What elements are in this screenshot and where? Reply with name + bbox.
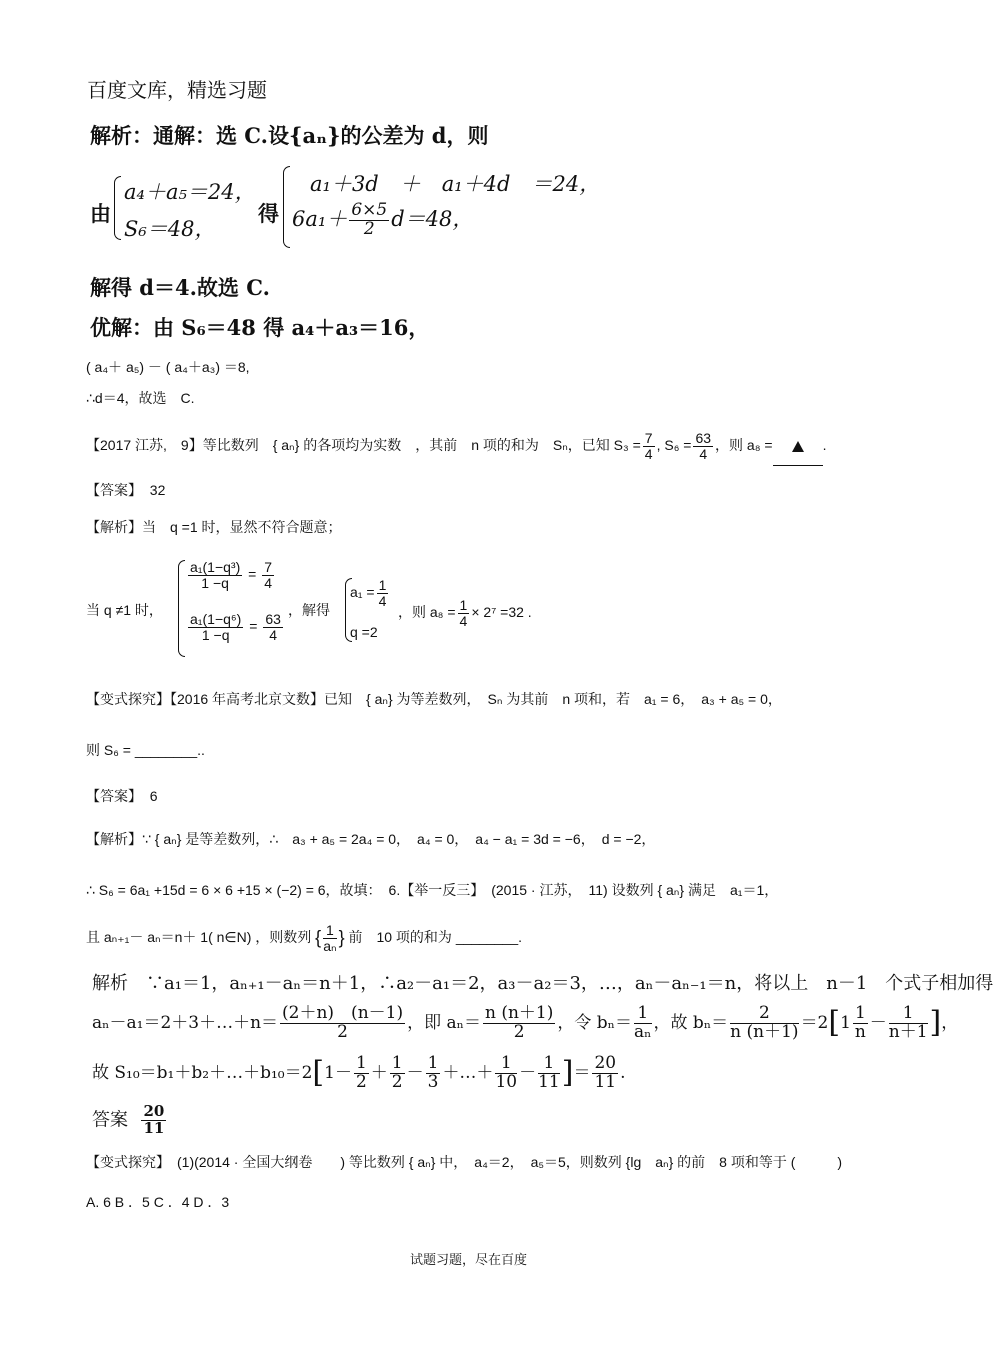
solution-youjie: 优解：由 S₆＝48 得 a₄＋a₃＝16， — [90, 315, 430, 340]
solution2-answer: 答案 $\frac{20}{11}$ — [92, 1102, 165, 1137]
brace-left-1 — [114, 176, 121, 240]
system1-row1: a₄＋a₅＝24， — [124, 180, 256, 204]
system2-row1: a₁＋3d ＋ a₁＋4d ＝24， — [310, 172, 601, 196]
solution-line-1: 解析：通解：选 C.设{aₙ}的公差为 d，则 — [90, 123, 489, 148]
solution2-line1: 解析 ∵a₁＝1，aₙ₊₁－aₙ＝n＋1，∴a₂－a₁＝2，a₃－a₂＝3，…，aₙ－aₙ₋₁＝n，将以上 n－1 个式子相加得 — [92, 973, 993, 994]
answer-2: 【答案】 6 — [86, 788, 158, 804]
system1-row2: S₆＝48， — [124, 217, 216, 241]
brace-left-2 — [283, 166, 290, 248]
case-row2: $\frac{\text{a₁(1−q⁶)}}{1 -q}$ = $\frac{63}{4}$ — [190, 611, 281, 643]
variant-2-line1: 【变式探究】 (1)(2014 · 全国大纲卷 ) 等比数列 { aₙ} 中， a₄＝2， a₅＝5，则数列 {lg aₙ} 的前 8 项和等于 ( ) — [86, 1154, 843, 1170]
answer-1: 【答案】 32 — [86, 482, 166, 498]
text-line-1: ( a₄＋ a₅) － ( a₄＋a₃) ＝8, — [86, 359, 250, 375]
solution-you: 由 — [90, 201, 111, 226]
page-header: 百度文库，精选习题 — [87, 80, 267, 102]
solution2-line2: aₙ－a₁＝2＋3＋…＋n＝ $\frac{(2+n) (n-1)}{2}$ ，即 aₙ＝ $\frac{n (n+1)}{2}$ ，令 bₙ＝ $\frac{1}{\text{aₙ}}$ ，故 bₙ＝ $\frac{2}{n (n+1)}$ ＝2[1 $\frac{1}{n}$ － $\frac{1}{n+1}$ ]， — [92, 1003, 959, 1042]
question-2017: 【2017 江苏, 9】等比数列 { aₙ} 的各项均为实数 ，其前 n 项的和为 Sₙ，已知 S₃ = $\frac{7}{4}$ , S₆ = $\frac{63}{4}$ ，则 a₈ = . — [86, 425, 826, 466]
case-mid: ，解得 — [288, 602, 330, 618]
analysis-2-line1: 【解析】∵ { aₙ} 是等差数列，∴ a₃ + a₅ = 2a₄ = 0， a₄ = 0， a₄ − a₁ = 3d = −6， d = −2， — [86, 831, 656, 847]
solution-jiede: 解得 d＝4.故选 C. — [90, 275, 270, 300]
text-line-2: ∴d＝4，故选 C. — [86, 390, 195, 406]
variant-2-options: A. 6 B ．5 C ．4 D ．3 — [86, 1194, 230, 1210]
solution2-line3: 故 S₁₀＝b₁＋b₂＋…＋b₁₀＝2[1－ $\frac{1}{2}$ ＋ $\frac{1}{2}$ － $\frac{1}{3}$ ＋…＋ $\frac{1}{10}$ － $\frac{1}{11}$ ]＝ $\frac{20}{11}$ . — [92, 1053, 626, 1092]
analysis-2-line3: 且 aₙ₊₁－ aₙ＝n＋ 1( n∈N) ，则数列 { $\frac{1}{\text{aₙ}}$ } 前 10 项的和为 ________. — [86, 922, 522, 954]
triangle-icon — [792, 441, 804, 452]
variant-1-line2: 则 S₆ = ________.. — [86, 742, 205, 758]
case-pre: 当 q ≠1 时， — [86, 602, 163, 618]
brace-case — [178, 560, 185, 657]
page-footer: 试题习题，尽在百度 — [410, 1252, 528, 1267]
case-post: ，则 a₈ = $\frac{1}{4}$ × 2⁷ =32 . — [398, 597, 532, 629]
analysis-1: 【解析】当 q =1 时，显然不符合题意； — [86, 519, 342, 535]
variant-1-line1: 【变式探究】【2016 年高考北京文数】已知 { aₙ} 为等差数列， Sₙ 为其前 n 项和，若 a₁ = 6， a₃ + a₅ = 0， — [86, 691, 782, 707]
system2-row2: 6a₁＋ $\frac{6\times 5}{2}$ d＝48， — [292, 200, 474, 239]
solution-row1: a₁ = $\frac{1}{4}$ — [350, 577, 387, 609]
solution-row2: q =2 — [350, 624, 378, 640]
case-row1: $\frac{\text{a₁(1−q³)}}{1 -q}$ = $\frac{7}{4}$ — [190, 559, 273, 591]
analysis-2-line2: ∴ S₆ = 6a₁ +15d = 6 × 6 +15 × (−2) = 6，故填： 6.【举一反三】 (2015 · 江苏， 11) 设数列 { aₙ} 满足 a₁＝1， — [86, 882, 779, 898]
solution-de: 得 — [258, 201, 279, 226]
